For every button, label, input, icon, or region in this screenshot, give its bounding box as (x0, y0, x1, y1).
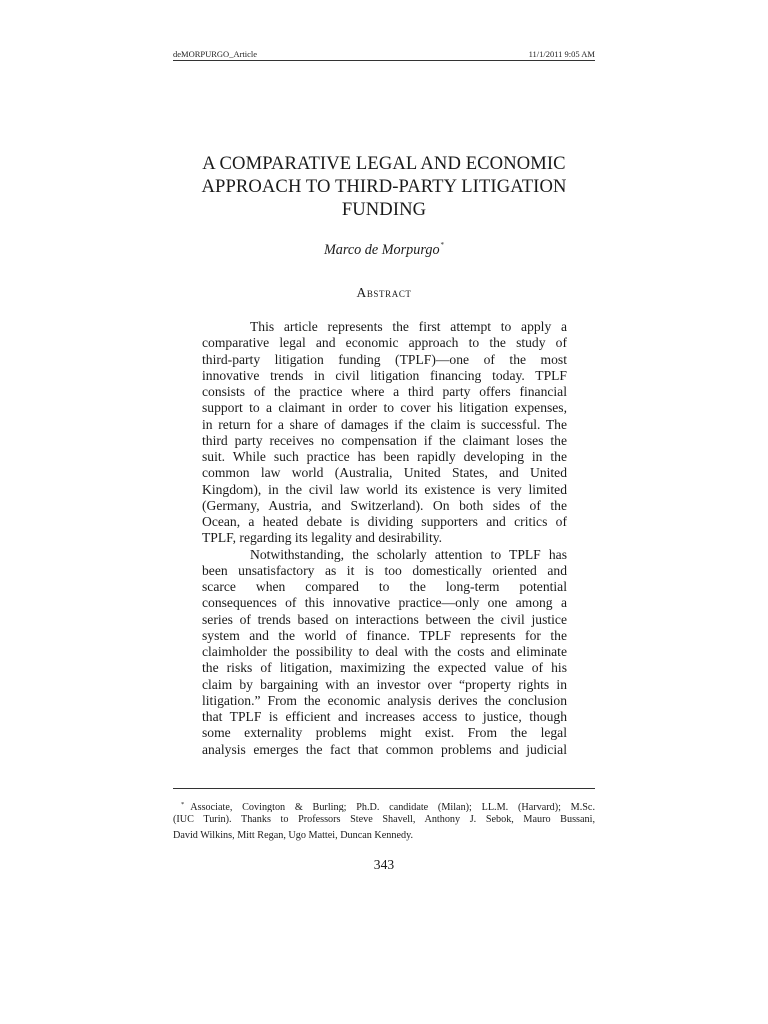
abstract-line: third-party litigation funding (TPLF)—one of the most (202, 351, 567, 367)
abstract-line: consequences of this innovative practice—only one among a (202, 595, 567, 611)
abstract-line: (Germany, Austria, and Switzerland). On both sides of the (202, 497, 567, 513)
article-title (150, 152, 618, 221)
abstract-line: common law world (Australia, United States, and United (202, 465, 567, 481)
abstract-line: some externality problems might exist. From the legal (202, 725, 567, 741)
abstract-line: consists of the practice where a third party offers financial (202, 384, 567, 399)
abstract-line: analysis emerges the fact that common problems and judicial (202, 741, 567, 757)
abstract-line: scarce when compared to the long-term potential (202, 579, 567, 594)
header-filename: deMORPURGO_Article (173, 49, 258, 59)
abstract-line: comparative legal and economic approach to the study of (202, 335, 567, 351)
abstract-line: support to a claimant in order to cover his litigation expenses, (202, 400, 567, 416)
abstract-line: the risks of litigation, maximizing the expected value of his (202, 660, 567, 676)
abstract-line: Ocean, a heated debate is dividing supporters and critics of (202, 514, 567, 529)
author-name: Marco de Morpurgo (323, 242, 440, 258)
footnote-text: Associate, Covington & Burling; Ph.D. candidate (Milan); LL.M. (Harvard); M.Sc. (190, 802, 595, 813)
footnote-divider (173, 788, 595, 789)
abstract-line: innovative trends in civil litigation financing today. TPLF (202, 367, 567, 383)
abstract-line: suit. While such practice has been rapidly developing in the (202, 449, 567, 464)
abstract-line: third party receives no compensation if the claimant loses the (202, 432, 567, 448)
abstract-line: This article represents the first attempt to apply a (250, 319, 567, 334)
header-divider (173, 60, 595, 61)
running-header (173, 45, 595, 61)
page-number: 343 (373, 857, 395, 872)
header-timestamp: 11/1/2011 9:05 AM (528, 49, 595, 59)
abstract-line: in return for a share of damages if the claim is successful. The (202, 416, 567, 432)
abstract-line: litigation.” From the economic analysis derives the conclusion (202, 692, 567, 708)
abstract-line: TPLF, regarding its legality and desirability. (202, 530, 443, 546)
title-line: A COMPARATIVE LEGAL AND ECONOMIC (202, 153, 566, 174)
abstract-line: system and the world of finance. TPLF represents for the (202, 627, 567, 643)
abstract-line: been unsatisfactory as it is too domestically oriented and (202, 562, 567, 578)
footnote-line: (IUC Turin). Thanks to Professors Steve Shavell, Anthony J. Sebok, Mauro Bussani, (173, 814, 595, 826)
title-line: FUNDING (341, 199, 427, 220)
abstract-body (202, 319, 567, 758)
abstract-line: series of trends based on interactions between the civil justice (202, 611, 567, 627)
abstract-heading: Abstract (356, 285, 412, 300)
abstract-line: Notwithstanding, the scholarly attention to TPLF has (250, 546, 567, 562)
abstract-line: claimholder the possibility to deal with the costs and eliminate (202, 644, 567, 659)
footnote-mark: * (181, 801, 185, 808)
abstract-line: Kingdom), in the civil law world its existence is very limited (202, 481, 567, 497)
abstract-line: that TPLF is efficient and increases access to justice, though (202, 709, 567, 724)
footnote-line: David Wilkins, Mitt Regan, Ugo Mattei, Duncan Kennedy. (173, 829, 414, 841)
footnote (173, 797, 595, 843)
abstract-line: claim by bargaining with an investor over “property rights in (202, 676, 567, 692)
author-footnote-mark: * (440, 241, 445, 249)
footnote-line (173, 797, 595, 812)
author-byline (150, 236, 618, 259)
title-line: APPROACH TO THIRD-PARTY LITIGATION (201, 176, 567, 197)
